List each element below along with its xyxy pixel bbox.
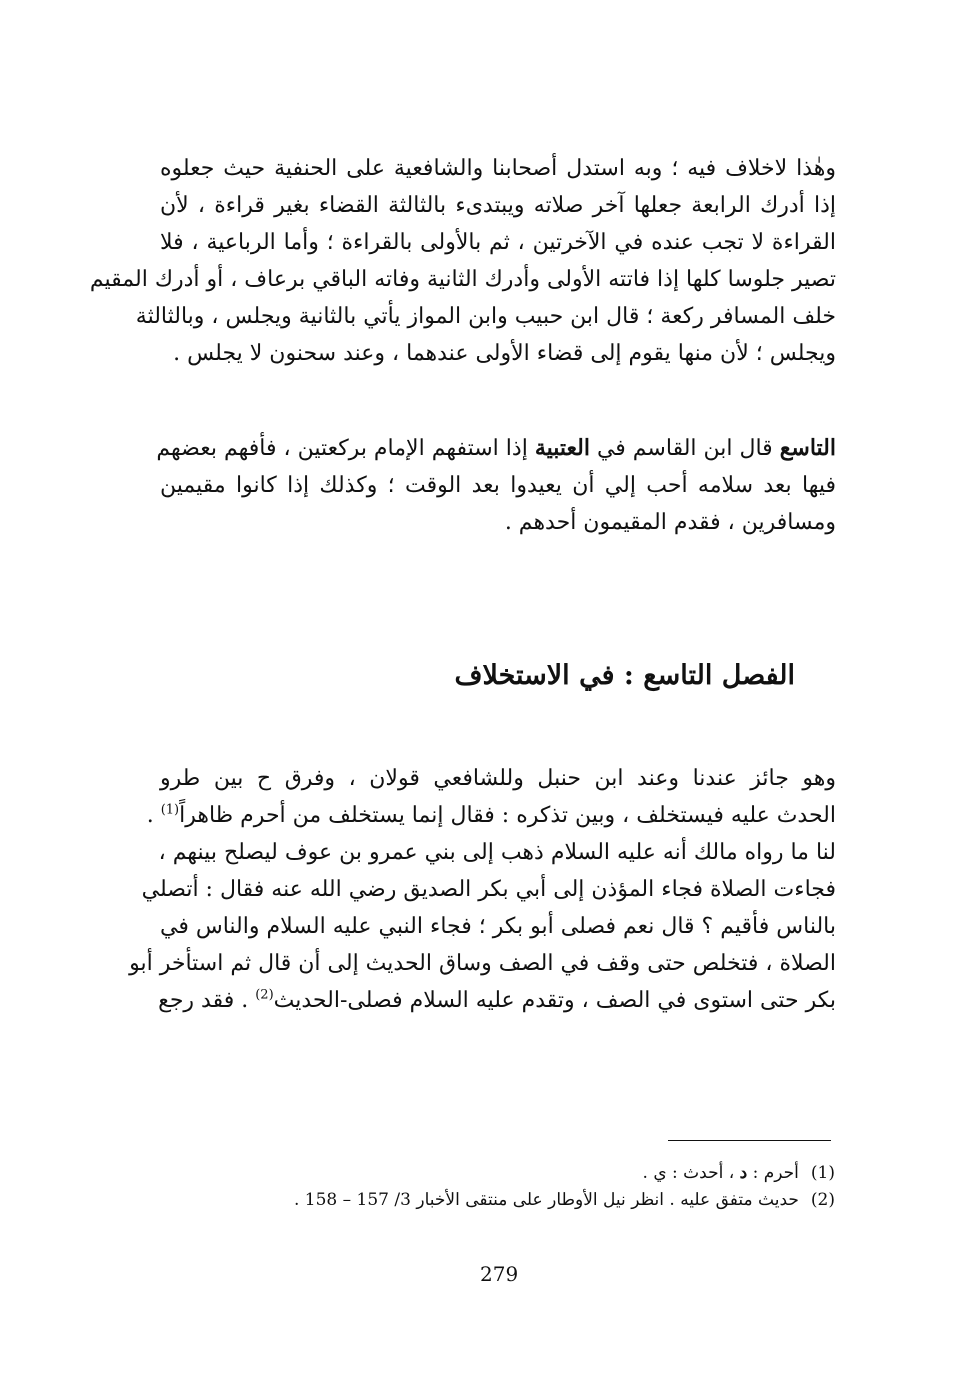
paragraph-line: وهو جائز عندنا وعند ابن حنبل وللشافعي قولان ، وفرق ح بين طرو — [160, 766, 836, 791]
text-run: الحدث عليه فيستخلف ، وبين تذكره : فقال إنما يستخلف من أحرم ظاهراً — [179, 803, 836, 828]
paragraph-line: القراءة لا تجب عنده في الآخرتين ، ثم بالأولى بالقراءة ؛ وأما الرباعية ، فلا — [160, 230, 836, 255]
text-run: أحرم : — [747, 1163, 799, 1183]
paragraph-line — [156, 430, 836, 467]
item-number-bold: التاسع — [779, 435, 836, 461]
source-title-bold: العتبية — [534, 435, 590, 461]
text-run: إذا استفهم الإمام بركعتين ، فأفهم بعضهم — [156, 436, 535, 461]
footnote-2 — [195, 1187, 835, 1214]
paragraph-1 — [89, 150, 836, 372]
paragraph-line: فجاءت الصلاة فجاء المؤذن إلى أبي بكر الصديق رضي الله عنه فقال : أتصلي — [141, 877, 836, 902]
page-number: 279 — [480, 1262, 519, 1286]
paragraph-line: تصير جلوسا كلها إذا فاتته الأولى وأدرك الثانية وفاته الباقي برعاف ، أو أدرك المقيم — [89, 267, 836, 292]
manuscript-code: د — [739, 1163, 748, 1183]
paragraph-line: لنا ما رواه مالك أنه عليه السلام ذهب إلى بني عمرو بن عوف ليصلح بينهم ، — [158, 840, 836, 865]
paragraph-line: خلف المسافر ركعة ؛ قال ابن حبيب وابن المواز يأتي بالثانية ويجلس ، وبالثالثة — [135, 304, 836, 329]
paragraph-line: وهٰذا لاخلاف فيه ؛ وبه استدل أصحابنا والشافعية على الحنفية حيث جعلوه — [160, 156, 836, 181]
section-heading: الفصل التاسع : في الاستخلاف — [454, 660, 795, 691]
paragraph-line: ويجلس ؛ لأن منها يقوم إلى قضاء الأولى عندهما ، وعند سحنون لا يجلس . — [173, 341, 836, 366]
footnote-number: (1) — [810, 1163, 835, 1183]
footnotes — [195, 1160, 835, 1214]
text-run: ، أحدث : ي . — [642, 1163, 740, 1183]
paragraph-line: الصلاة ، فتخلص حتى وقف في الصف وساق الحديث إلى أن قال ثم استأخر أبو — [129, 951, 836, 976]
footnote-divider — [668, 1140, 831, 1141]
text-run: بكر حتى استوى في الصف ، وتقدم عليه السلام فصلى-الحديث — [273, 988, 836, 1013]
text-run: حديث متفق عليه . انظر نيل الأوطار على منتقى الأخبار 3/ 157 – 158 . — [293, 1190, 799, 1210]
footnote-ref-1[interactable]: (1) — [160, 802, 180, 818]
footnote-number: (2) — [810, 1190, 835, 1210]
paragraph-line — [160, 982, 836, 1019]
paragraph-line — [146, 797, 836, 834]
paragraph-3 — [129, 760, 836, 1019]
footnote-1 — [195, 1160, 835, 1187]
text-run: . فقد رجع — [158, 988, 256, 1013]
paragraph-2 — [156, 430, 836, 541]
paragraph-line: ومسافرين ، فقدم المقيمون أحدهم . — [504, 510, 836, 535]
text-run: قال ابن القاسم في — [589, 436, 780, 461]
text-run: . — [146, 803, 161, 828]
paragraph-line: فيها بعد سلامه أحب إلي أن يعيدوا بعد الوقت ؛ وكذلك إذا كانوا مقيمين — [160, 473, 836, 498]
paragraph-line: إذا أدرك الرابعة جعلها آخر صلاته ويبتدىء بالثالثة القضاء بغير قراءة ، لأن — [160, 193, 836, 218]
footnote-ref-2[interactable]: (2) — [255, 987, 274, 1003]
paragraph-line: بالناس فأقيم ؟ قال نعم فصلى أبو بكر ؛ فجاء النبي عليه السلام والناس في — [160, 914, 836, 939]
